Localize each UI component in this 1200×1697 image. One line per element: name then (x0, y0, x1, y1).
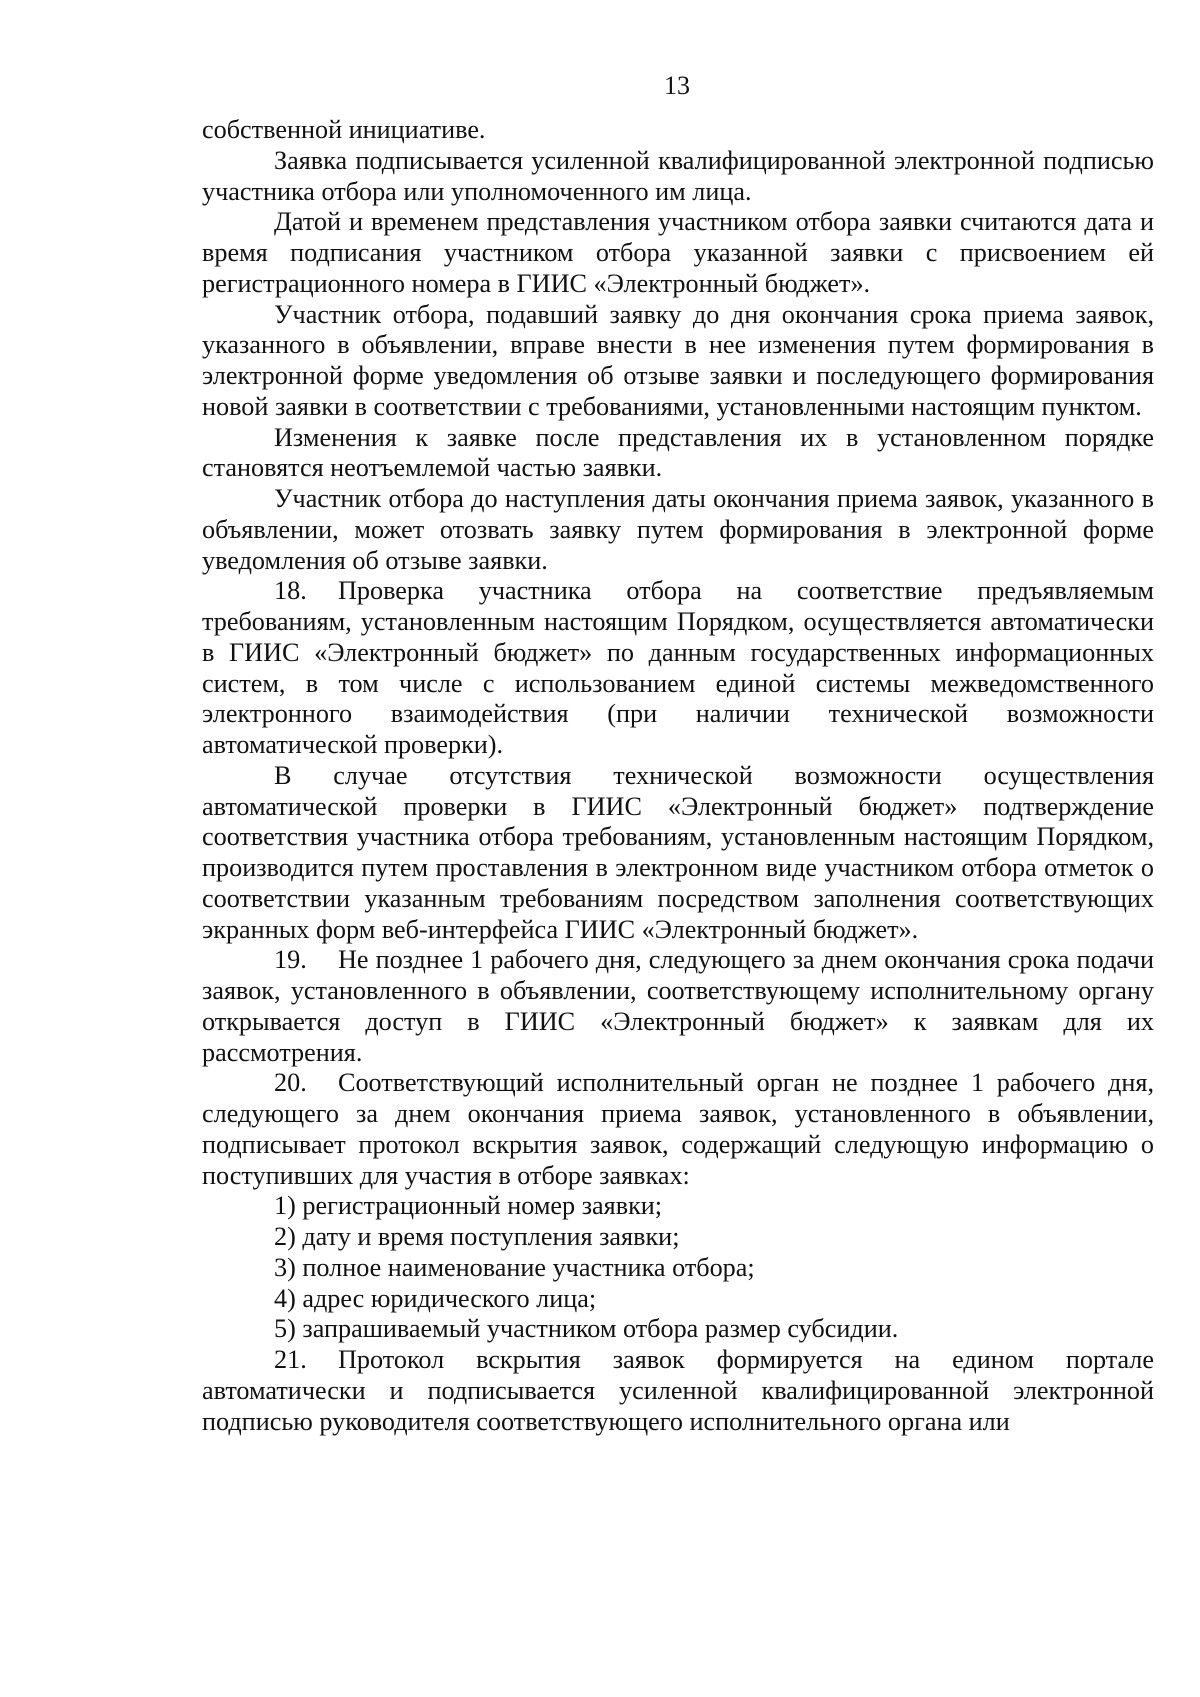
document-body (202, 115, 1154, 1437)
paragraph-item-18 (202, 576, 1154, 761)
item-number: 18. (274, 576, 307, 606)
page-number: 13 (664, 71, 690, 100)
item-number: 19. (274, 945, 307, 975)
paragraph-signature: Заявка подписывается усиленной квалифицированной электронной подписью участника отбора или уполномоченного им лица. (202, 145, 1154, 206)
item-text: Соответствующий исполнительный орган не позднее 1 рабочего дня, следующего за днем окончания приема заявок, установленного в объявлении, подписывает протокол вскрытия заявок, содержащий следующую информацию о поступивших для участия в отборе заявках: (202, 1068, 1154, 1190)
list-item-legal-address: 4) адрес юридического лица; (274, 1283, 597, 1313)
paragraph-item-20 (202, 1068, 1154, 1191)
paragraph-item-21 (202, 1345, 1154, 1437)
list-item-participant-name: 3) полное наименование участника отбора; (274, 1252, 755, 1282)
list-item-receipt-date: 2) дату и время поступления заявки; (274, 1222, 680, 1251)
item-number: 20. (274, 1068, 307, 1098)
item-text: Протокол вскрытия заявок формируется на едином портале автоматически и подписывается усиленной квалифицированной электронной подписью руководителя соответствующего исполнительного органа или (202, 1345, 1154, 1436)
paragraph-manual-check: В случае отсутствия технической возможности осуществления автоматической проверки в ГИИС «Электронный бюджет» подтверждение соответствия участника отбора требованиям, установленным настоящим Порядком, производится путем проставления в электронном виде участником отбора отметок о соответствии указанным требованиям посредством заполнения соответствующих экранных форм веб-интерфейса ГИИС «Электронный бюджет». (202, 760, 1154, 944)
paragraph-application-changes: Участник отбора, подавший заявку до дня окончания срока приема заявок, указанного в объявлении, вправе внести в нее изменения путем формирования в электронной форме уведомления об отзыве заявки и последующего формирования новой заявки в соответствии с требованиями, установленными настоящим пунктом. (202, 299, 1154, 421)
paragraph-changes-integral: Изменения к заявке после представления их в установленном порядке становятся неотъемлемой частью заявки. (202, 422, 1154, 483)
list-item-subsidy-amount: 5) запрашиваемый участником отбора размер субсидии. (274, 1314, 899, 1344)
item-text: Проверка участника отбора на соответствие предъявляемым требованиям, установленным настоящим Порядком, осуществляется автоматически в ГИИС «Электронный бюджет» по данным государственных информационных систем, в том числе с использованием единой системы межведомственного электронного взаимодействия (при наличии технической возможности автоматической проверки). (202, 576, 1154, 759)
list-item-registration-number: 1) регистрационный номер заявки; (274, 1191, 663, 1221)
paragraph-item-19 (202, 945, 1154, 1068)
paragraph-submission-date: Датой и временем представления участником отбора заявки считаются дата и время подписания участником отбора указанной заявки с присвоением ей регистрационного номера в ГИИС «Электронный бюджет». (202, 207, 1154, 298)
paragraph-continuation: собственной инициативе. (202, 115, 486, 144)
paragraph-withdrawal: Участник отбора до наступления даты окончания приема заявок, указанного в объявлении, может отозвать заявку путем формирования в электронной форме уведомления об отзыве заявки. (202, 484, 1154, 575)
item-number: 21. (274, 1345, 307, 1374)
item-text: Не позднее 1 рабочего дня, следующего за днем окончания срока подачи заявок, установленного в объявлении, соответствующему исполнительному органу открывается доступ в ГИИС «Электронный бюджет» к заявкам для их рассмотрения. (202, 945, 1154, 1067)
